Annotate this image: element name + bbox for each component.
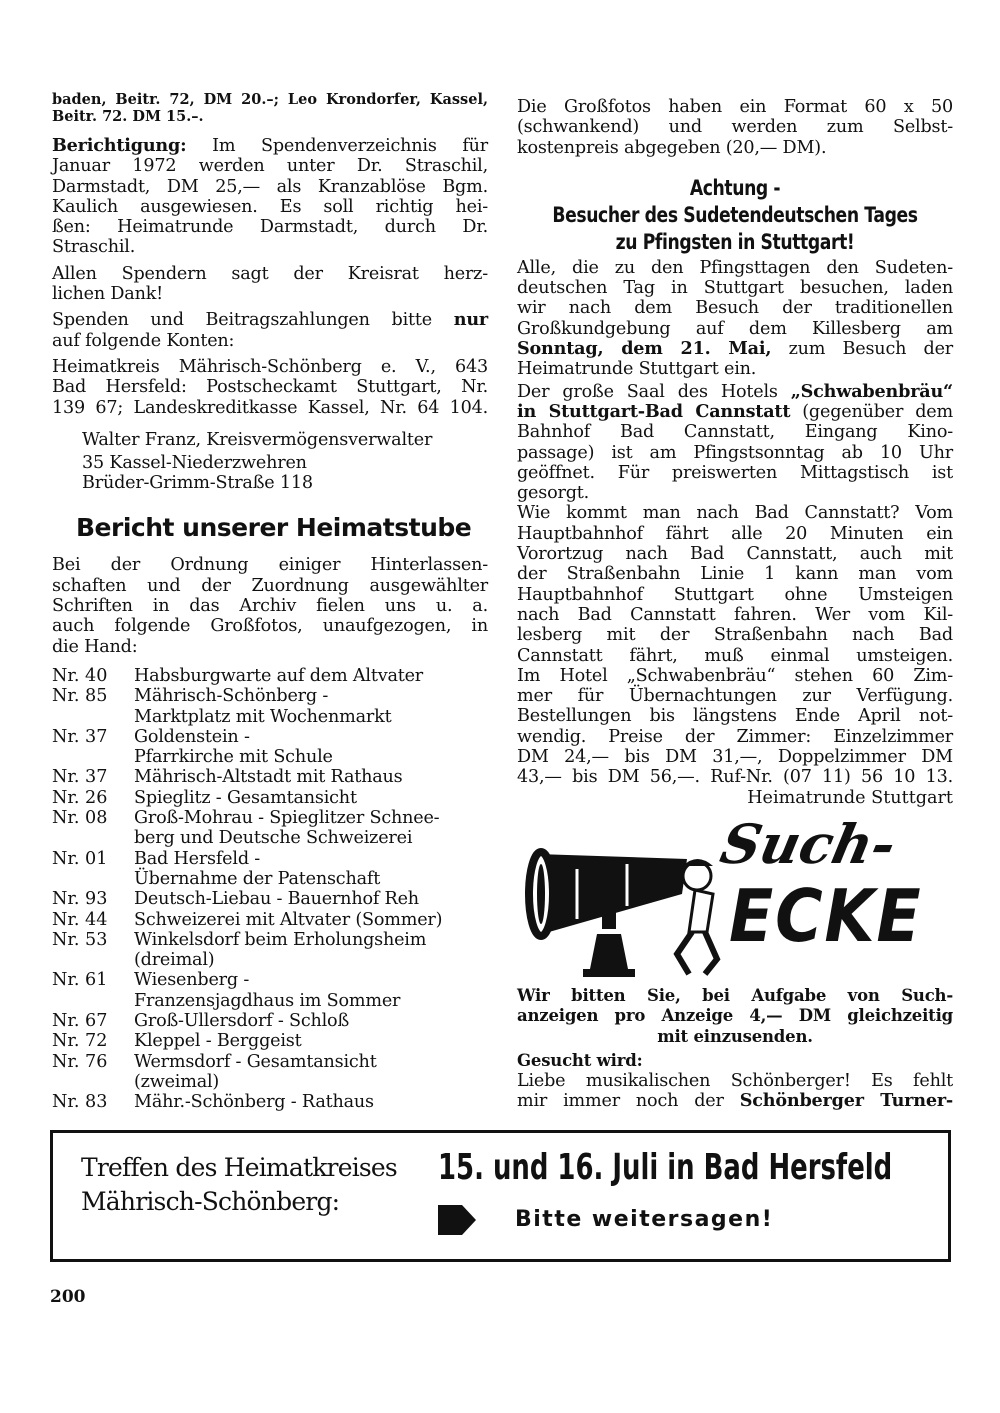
photo-number bbox=[52, 991, 134, 1011]
invite-line: Großkundgebung auf dem Killesberg am bbox=[517, 318, 953, 339]
travel-paragraph bbox=[517, 503, 953, 787]
photo-number: Nr. 83 bbox=[52, 1092, 108, 1113]
photo-list-item bbox=[52, 950, 488, 970]
hall-text: Der große Saal des Hotels bbox=[517, 381, 778, 402]
arrow-icon bbox=[438, 1205, 476, 1235]
signature-line: 35 Kassel-Niederzwehren bbox=[82, 452, 307, 473]
report-line: Schriften in das Archiv fielen uns u. a. bbox=[52, 596, 488, 617]
photo-number: Nr. 72 bbox=[52, 1031, 108, 1052]
photo-number: Nr. 85 bbox=[52, 686, 108, 707]
photo-number bbox=[52, 950, 134, 970]
account-line: Bad Hersfeld: Postscheckamt Stuttgart, Nr. bbox=[52, 377, 488, 398]
photo-title: Bad Hersfeld - bbox=[134, 848, 261, 869]
hall-line: gesorgt. bbox=[517, 483, 590, 504]
wanted-line bbox=[517, 1091, 953, 1111]
photo-number: Nr. 40 bbox=[52, 665, 108, 686]
photo-number: Nr. 26 bbox=[52, 787, 108, 808]
donor-line: baden, Beitr. 72, DM 20.–; Leo Krondorfer, Kassel, bbox=[52, 91, 488, 108]
photo-list-item bbox=[52, 666, 488, 686]
donor-line: Beitr. 72. DM 15.–. bbox=[52, 108, 204, 125]
photo-list-item bbox=[52, 747, 488, 767]
right-column bbox=[517, 97, 953, 1112]
photo-title: Spieglitz - Gesamtansicht bbox=[134, 787, 357, 808]
photo-title: (dreimal) bbox=[134, 950, 215, 971]
travel-line: Wie kommt man nach Bad Cannstatt? Vom bbox=[517, 503, 953, 524]
donations-line: auf folgende Konten: bbox=[52, 330, 235, 351]
photo-title: Marktplatz mit Wochenmarkt bbox=[134, 706, 392, 727]
travel-line: Cannstatt fährt, muß einmal umsteigen. bbox=[517, 645, 953, 666]
photo-number: Nr. 67 bbox=[52, 1010, 108, 1031]
photo-list-item bbox=[52, 910, 488, 930]
invite-line: wir nach dem Besuch der traditionellen bbox=[517, 298, 953, 319]
photo-title: Wiesenberg - bbox=[134, 970, 250, 991]
account-line: Heimatkreis Mährisch-Schönberg e. V., 643 bbox=[52, 356, 488, 377]
thanks-line: Allen Spendern sagt der Kreisrat herz- bbox=[52, 263, 488, 284]
invite-line: Alle, die zu den Pfingsttagen den Sudeten- bbox=[517, 257, 953, 278]
photo-list-item bbox=[52, 1052, 488, 1072]
heading-line: Besucher des Sudetendeutschen Tages bbox=[552, 202, 918, 227]
travel-signature: Heimatrunde Stuttgart bbox=[747, 787, 953, 808]
travel-line: wendig. Preise der Zimmer: Einzelzimmer bbox=[517, 726, 953, 747]
photo-list-item bbox=[52, 1072, 488, 1092]
photo-number: Nr. 37 bbox=[52, 767, 108, 788]
photo-list bbox=[52, 666, 488, 1113]
photo-title: Franzensjagdhaus im Sommer bbox=[134, 990, 401, 1011]
report-line: auch folgende Großfotos, unaufgezogen, in bbox=[52, 616, 488, 637]
logo-script-text: Such- bbox=[715, 811, 902, 876]
invite-text: zum Besuch der bbox=[788, 339, 953, 360]
wanted-emphasis: Schönberger Turner- bbox=[739, 1090, 954, 1112]
wanted-label: Gesucht wird: bbox=[517, 1050, 643, 1070]
donations-text: Spenden und Beitragszahlungen bitte bbox=[52, 310, 432, 331]
photo-number: Nr. 53 bbox=[52, 929, 108, 950]
wanted-text: mir immer noch der bbox=[517, 1091, 724, 1112]
photo-number: Nr. 76 bbox=[52, 1051, 108, 1072]
photo-list-item bbox=[52, 889, 488, 909]
photo-title: Winkelsdorf beim Erholungsheim bbox=[134, 929, 427, 950]
search-request-line: Wir bitten Sie, bei Aufgabe von Such- bbox=[517, 985, 953, 1005]
wanted-line: Liebe musikalischen Schönberger! Es fehlt bbox=[517, 1071, 953, 1092]
travel-line: lesberg mit der Straßenbahn nach Bad bbox=[517, 625, 953, 646]
photo-list-item bbox=[52, 707, 488, 727]
correction-line: Darmstadt, DM 25,— als Kranzablöse Bgm. bbox=[52, 176, 488, 197]
photo-number bbox=[52, 828, 134, 848]
photo-list-item bbox=[52, 808, 488, 828]
signature-line: Walter Franz, Kreisvermögensverwalter bbox=[82, 429, 433, 450]
photo-list-item bbox=[52, 930, 488, 950]
invite-line: Heimatrunde Stuttgart ein. bbox=[517, 359, 757, 380]
photo-number: Nr. 61 bbox=[52, 970, 108, 991]
signature-block bbox=[52, 427, 488, 494]
photo-number: Nr. 44 bbox=[52, 909, 108, 930]
photo-list-item bbox=[52, 1031, 488, 1051]
photo-number bbox=[52, 869, 134, 889]
photo-title: Wermsdorf - Gesamtansicht bbox=[134, 1051, 377, 1072]
banner-title-line: Mährisch-Schönberg: bbox=[81, 1187, 340, 1216]
report-line: schaften und der Zuordnung ausgewählter bbox=[52, 575, 488, 596]
invite-line: deutschen Tag in Stuttgart besuchen, laden bbox=[517, 278, 953, 299]
photo-list-item bbox=[52, 767, 488, 787]
photo-title: Habsburgwarte auf dem Altvater bbox=[134, 665, 424, 686]
banner-cta: Bitte weitersagen! bbox=[515, 1207, 774, 1232]
photo-title: Mährisch-Altstadt mit Rathaus bbox=[134, 767, 403, 788]
heading-line: Achtung - bbox=[689, 175, 781, 200]
hall-line bbox=[517, 402, 953, 422]
invite-line bbox=[517, 339, 953, 359]
photos-note-line: (schwankend) und werden zum Selbst- bbox=[517, 117, 953, 138]
photo-number: Nr. 37 bbox=[52, 726, 108, 747]
travel-line: Im Hotel „Schwabenbräu“ stehen 60 Zim- bbox=[517, 665, 953, 686]
left-column bbox=[52, 91, 488, 1112]
hotel-location: in Stuttgart-Bad Cannstatt bbox=[517, 400, 791, 422]
travel-line: mer für Übernachtungen zur Verfügung. bbox=[517, 686, 953, 707]
signature-line: Brüder-Grimm-Straße 118 bbox=[82, 473, 313, 494]
photo-list-item bbox=[52, 727, 488, 747]
heading-line: zu Pfingsten in Stuttgart! bbox=[615, 229, 855, 254]
photo-title: berg und Deutsche Schweizerei bbox=[134, 828, 413, 849]
photo-title: Schweizerei mit Altvater (Sommer) bbox=[134, 909, 443, 930]
photo-number: Nr. 93 bbox=[52, 889, 108, 910]
correction-line: Kaulich ausgewiesen. Es soll richtig hei- bbox=[52, 196, 488, 217]
travel-line: nach Bad Cannstatt fahren. Wer vom Kil- bbox=[517, 604, 953, 625]
photo-title: Mährisch-Schönberg - bbox=[134, 686, 329, 707]
correction-text: Im Spendenverzeichnis für bbox=[212, 136, 488, 156]
correction-line: Straschil. bbox=[52, 237, 136, 258]
travel-line: 43,— bis DM 56,—. Ruf-Nr. (07 11) 56 10 13. bbox=[517, 767, 953, 788]
photo-title: Goldenstein - bbox=[134, 726, 250, 747]
photo-title: Übernahme der Patenschaft bbox=[134, 868, 381, 889]
travel-line: Hauptbahnhof Stuttgart ohne Umsteigen bbox=[517, 584, 953, 605]
photo-title: Pfarrkirche mit Schule bbox=[134, 747, 333, 768]
invite-date: Sonntag, dem 21. Mai, bbox=[517, 338, 772, 360]
correction-line: Januar 1972 werden unter Dr. Straschil, bbox=[52, 156, 488, 177]
such-ecke-logo bbox=[517, 811, 953, 984]
photo-list-item bbox=[52, 686, 488, 706]
photo-list-item bbox=[52, 828, 488, 848]
photo-list-item bbox=[52, 788, 488, 808]
travel-line: DM 24,— bis DM 31,—, Doppelzimmer DM bbox=[517, 747, 953, 768]
photo-title: Groß-Ullersdorf - Schloß bbox=[134, 1010, 350, 1031]
hall-text: (gegenüber dem bbox=[802, 401, 953, 422]
photo-title: Groß-Mohrau - Spieglitzer Schnee- bbox=[134, 808, 440, 829]
photo-title: Deutsch-Liebau - Bauernhof Reh bbox=[134, 889, 419, 910]
photo-list-item bbox=[52, 991, 488, 1011]
correction-line bbox=[52, 136, 488, 156]
announcement-heading bbox=[552, 175, 918, 256]
travel-line: der Straßenbahn Linie 1 kann man vom bbox=[517, 564, 953, 585]
photo-list-item bbox=[52, 1011, 488, 1031]
event-banner bbox=[50, 1130, 951, 1262]
hall-line bbox=[517, 382, 953, 402]
photo-list-item bbox=[52, 869, 488, 889]
logo-block-text: ECKE bbox=[729, 873, 923, 958]
photo-number bbox=[52, 747, 134, 767]
correction-line: ßen: Heimatrunde Darmstadt, durch Dr. bbox=[52, 217, 488, 238]
account-line: 139 67; Landeskreditkasse Kassel, Nr. 64 104. bbox=[52, 397, 488, 418]
photo-title: Mähr.-Schönberg - Rathaus bbox=[134, 1092, 374, 1113]
donations-emphasis: nur bbox=[453, 309, 488, 331]
banner-title-line: Treffen des Heimatkreises bbox=[81, 1153, 397, 1182]
photos-note-line: kostenpreis abgegeben (20,— DM). bbox=[517, 137, 827, 158]
banner-date: 15. und 16. Juli in Bad Hersfeld bbox=[438, 1147, 893, 1188]
hotel-name: „Schwabenbräu“ bbox=[790, 380, 953, 402]
section-heading: Bericht unserer Heimatstube bbox=[76, 513, 472, 543]
hall-line: geöffnet. Für preiswerten Mittagstisch ist bbox=[517, 462, 953, 483]
photo-title: Kleppel - Berggeist bbox=[134, 1031, 302, 1052]
photo-number bbox=[52, 1072, 134, 1092]
photo-number: Nr. 08 bbox=[52, 808, 108, 829]
photo-title: (zweimal) bbox=[134, 1071, 220, 1092]
banner-title bbox=[81, 1151, 397, 1219]
hall-line: passage) ist am Pfingstsonntag ab 10 Uhr bbox=[517, 442, 953, 463]
photo-number: Nr. 01 bbox=[52, 848, 108, 869]
thanks-line: lichen Dank! bbox=[52, 284, 164, 305]
travel-line: Vorortzug nach Bad Cannstatt, auch mit bbox=[517, 544, 953, 565]
report-line: Bei der Ordnung einiger Hinterlassen- bbox=[52, 555, 488, 576]
photo-list-item bbox=[52, 970, 488, 990]
travel-line: Hauptbahnhof fährt alle 20 Minuten ein bbox=[517, 523, 953, 544]
report-line: die Hand: bbox=[52, 636, 138, 657]
photo-list-item bbox=[52, 849, 488, 869]
photo-number bbox=[52, 707, 134, 727]
travel-line: Bestellungen bis längstens Ende April not- bbox=[517, 706, 953, 727]
hall-line: Bahnhof Bad Cannstatt, Eingang Kino- bbox=[517, 422, 953, 443]
photo-list-item bbox=[52, 1092, 488, 1112]
search-request bbox=[517, 986, 953, 1047]
search-request-line: anzeigen pro Anzeige 4,— DM gleichzeitig bbox=[517, 1006, 953, 1026]
photos-note-line: Die Großfotos haben ein Format 60 x 50 bbox=[517, 97, 953, 117]
search-request-line: mit einzusenden. bbox=[657, 1026, 813, 1046]
page-number: 200 bbox=[50, 1287, 86, 1307]
correction-label: Berichtigung: bbox=[52, 135, 187, 156]
donations-line bbox=[52, 310, 488, 330]
